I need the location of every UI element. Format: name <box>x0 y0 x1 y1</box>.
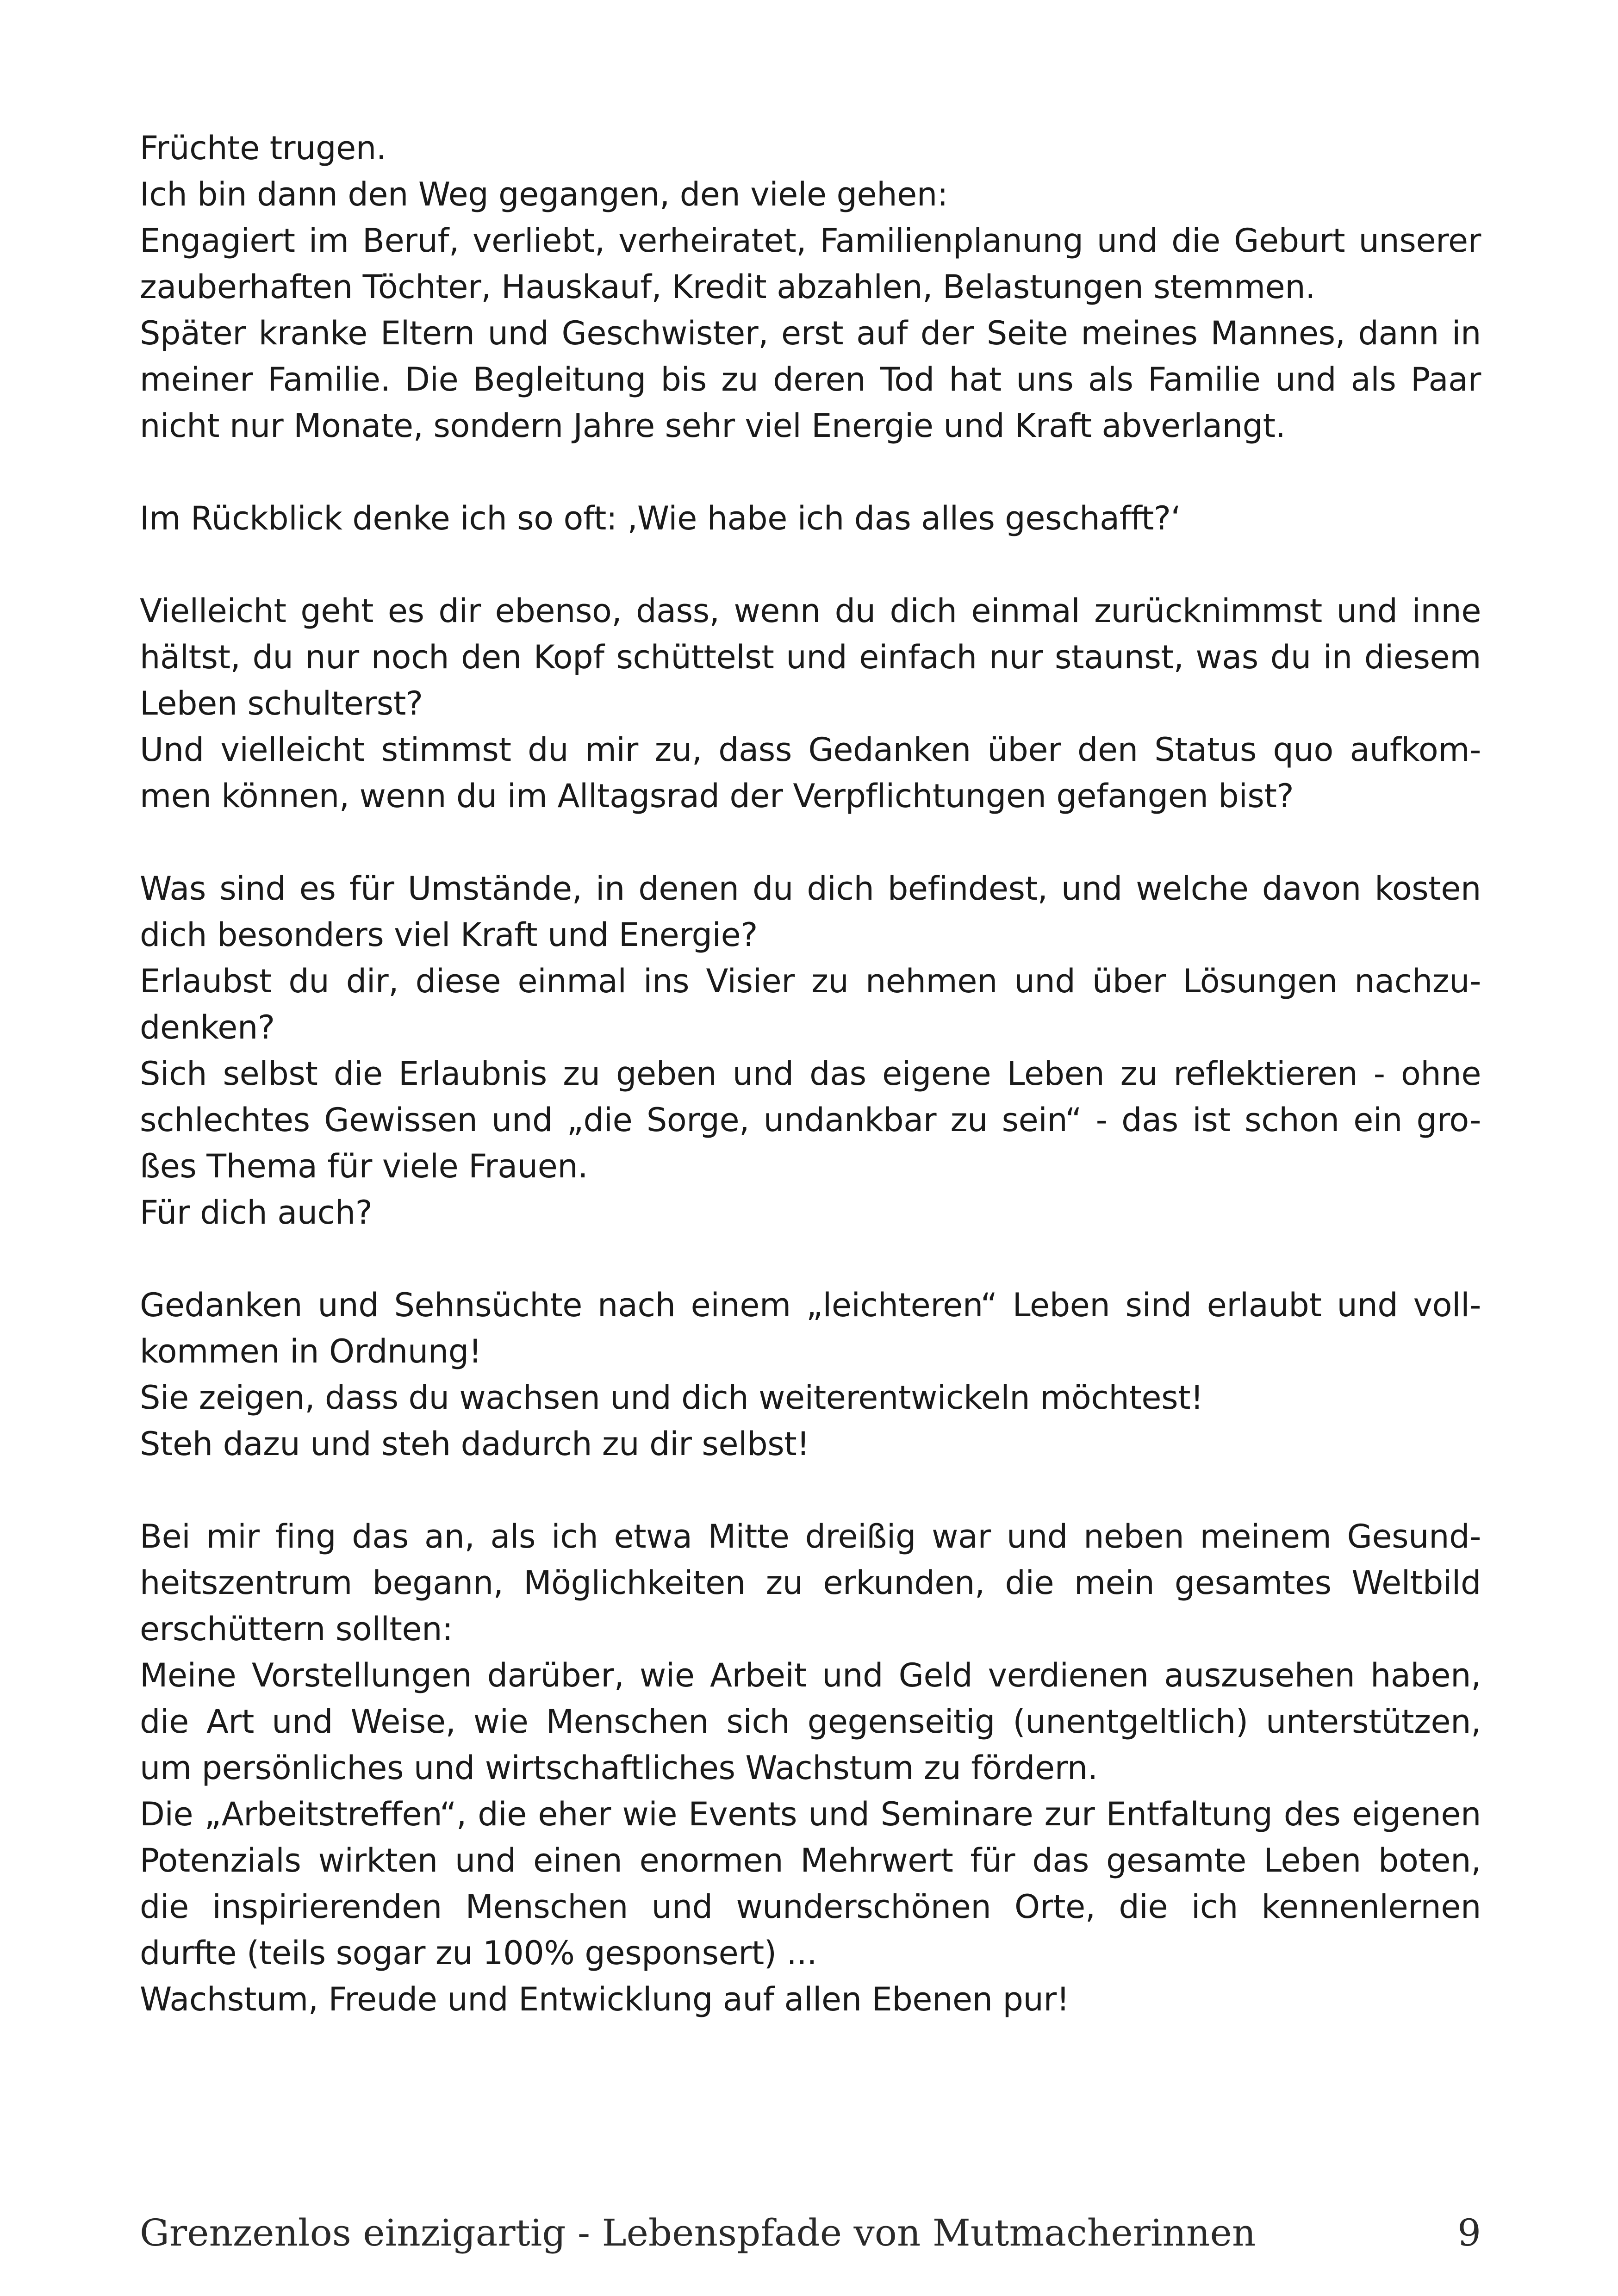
text-line: schlechtes Gewissen und „die Sorge, undankbar zu sein“ - das ist schon ein gro- <box>140 1101 1481 1139</box>
text-line: die inspirierenden Menschen und wunderschönen Orte, die ich kennenlernen <box>140 1888 1481 1926</box>
text-line: Und vielleicht stimmst du mir zu, dass Gedanken über den Status quo aufkom- <box>140 731 1481 769</box>
text-line: zauberhaften Töchter, Hauskauf, Kredit abzahlen, Belastungen stemmen. <box>140 268 1316 306</box>
paragraph-4 <box>140 865 1481 1236</box>
text-line: nicht nur Monate, sondern Jahre sehr viel Energie und Kraft abverlangt. <box>140 407 1286 445</box>
paragraph-5 <box>140 1282 1481 1467</box>
paragraph-3 <box>140 588 1481 819</box>
text-line: Früchte trugen. <box>140 129 386 167</box>
text-line: ßes Thema für viele Frauen. <box>140 1147 588 1185</box>
text-line: men können, wenn du im Alltagsrad der Verpflichtungen gefangen bist? <box>140 777 1294 815</box>
text-line: Was sind es für Umstände, in denen du dich befindest, und welche davon kosten <box>140 870 1481 908</box>
text-line: Vielleicht geht es dir ebenso, dass, wenn du dich einmal zurücknimmst und inne <box>140 592 1481 630</box>
text-line: Gedanken und Sehnsüchte nach einem „leichteren“ Leben sind erlaubt und voll- <box>140 1286 1481 1324</box>
text-line: Meine Vorstellungen darüber, wie Arbeit und Geld verdienen auszusehen haben, <box>140 1656 1481 1694</box>
text-line: Steh dazu und steh dadurch zu dir selbst! <box>140 1425 810 1463</box>
page-number: 9 <box>1457 2211 1481 2254</box>
text-line: durfte (teils sogar zu 100% gesponsert) ... <box>140 1934 817 1972</box>
text-line: Sich selbst die Erlaubnis zu geben und das eigene Leben zu reflektieren - ohne <box>140 1055 1481 1093</box>
text-line: meiner Familie. Die Begleitung bis zu deren Tod hat uns als Familie und als Paar <box>140 361 1481 398</box>
text-line: Die „Arbeitstreffen“, die eher wie Events und Seminare zur Entfaltung des eigenen <box>140 1795 1481 1833</box>
text-line: hältst, du nur noch den Kopf schüttelst und einfach nur staunst, was du in diesem <box>140 638 1481 676</box>
body-text <box>140 125 1481 2022</box>
text-line: Später kranke Eltern und Geschwister, erst auf der Seite meines Mannes, dann in <box>140 314 1481 352</box>
text-line: kommen in Ordnung! <box>140 1332 482 1370</box>
text-line: die Art und Weise, wie Menschen sich gegenseitig (unentgeltlich) unterstützen, <box>140 1703 1481 1741</box>
text-line: Leben schulterst? <box>140 684 423 722</box>
text-line: Wachstum, Freude und Entwicklung auf allen Ebenen pur! <box>140 1980 1070 2018</box>
text-line: um persönliches und wirtschaftliches Wachstum zu fördern. <box>140 1749 1098 1787</box>
text-line: Engagiert im Beruf, verliebt, verheiratet, Familienplanung und die Geburt unserer <box>140 222 1481 260</box>
text-line: Sie zeigen, dass du wachsen und dich weiterentwickeln möchtest! <box>140 1379 1203 1417</box>
text-line: erschüttern sollten: <box>140 1610 453 1648</box>
text-line: Potenzials wirkten und einen enormen Mehrwert für das gesamte Leben boten, <box>140 1842 1481 1879</box>
paragraph-1 <box>140 125 1481 449</box>
text-line: heitszentrum begann, Möglichkeiten zu erkunden, die mein gesamtes Weltbild <box>140 1564 1481 1602</box>
text-line: Erlaubst du dir, diese einmal ins Visier zu nehmen und über Lösungen nachzu- <box>140 962 1481 1000</box>
text-line: Bei mir fing das an, als ich etwa Mitte dreißig war und neben meinem Gesund- <box>140 1518 1481 1556</box>
text-line: denken? <box>140 1008 275 1046</box>
text-line: Im Rückblick denke ich so oft: ‚Wie habe ich das alles geschafft?‘ <box>140 499 1181 537</box>
paragraph-6 <box>140 1513 1481 2022</box>
text-line: dich besonders viel Kraft und Energie? <box>140 916 758 954</box>
text-line: Für dich auch? <box>140 1194 373 1232</box>
paragraph-2 <box>140 495 1481 541</box>
page-footer <box>140 2208 1481 2259</box>
text-line: Ich bin dann den Weg gegangen, den viele gehen: <box>140 175 948 213</box>
book-title: Grenzenlos einzigartig - Lebenspfade von Mutmacherinnen <box>140 2211 1256 2254</box>
